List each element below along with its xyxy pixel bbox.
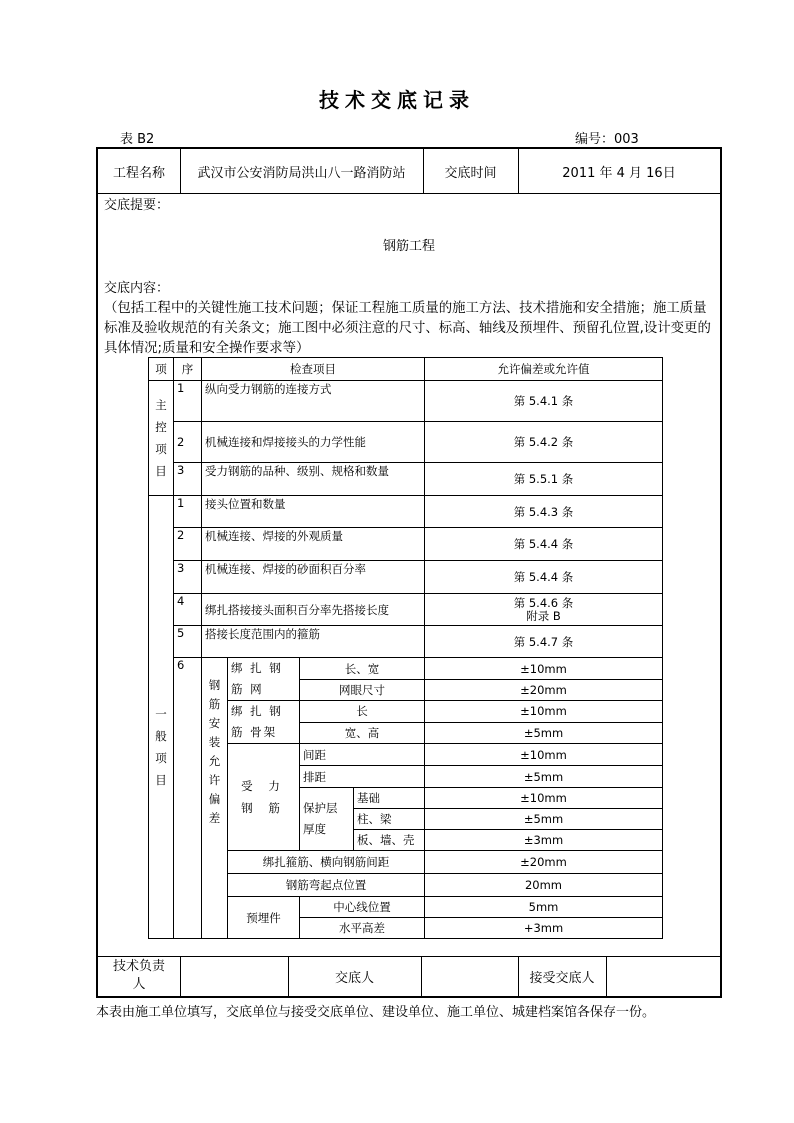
form-code: 表 B2	[120, 132, 155, 147]
disclosure-time-label: 交底时间	[444, 165, 497, 181]
tech-lead-label: 技术负责人	[112, 959, 165, 992]
general-allow-2: 第 5.4.4 条	[425, 528, 663, 561]
cover-foundation: 基础	[354, 788, 425, 809]
general-item-2: 机械连接、焊接的外观质量	[202, 528, 425, 561]
main-seq-1: 1	[174, 381, 202, 422]
cage-width-height-value: ±5mm	[425, 722, 663, 744]
project-name-value: 武汉市公安消防局洪山八一路消防站	[197, 165, 406, 181]
main-allow-1: 第 5.4.1 条	[425, 381, 663, 422]
main-allow-3: 第 5.5.1 条	[425, 463, 663, 496]
general-seq-6: 6	[174, 658, 202, 939]
summary-label: 交底提要：	[104, 198, 170, 213]
mesh-length: 长、宽	[300, 658, 425, 680]
rebar-install-allowance-label: 钢 筋 安 装 允 许 偏 差	[202, 658, 228, 939]
general-allow-5: 第 5.4.7 条	[425, 626, 663, 658]
mesh-hole-value: ±20mm	[425, 680, 663, 701]
embed-centerline-value: 5mm	[425, 897, 663, 918]
cover-column-beam: 柱、梁	[354, 809, 425, 830]
cage-width-height: 宽、高	[300, 722, 425, 744]
stirrup-spacing: 绑扎箍筋、横向钢筋间距	[228, 851, 425, 874]
main-item-3: 受力钢筋的品种、级别、规格和数量	[202, 463, 425, 496]
force-rebar-label: 受 力 钢 筋	[228, 744, 300, 851]
cover-thickness-label: 保护层 厚度	[300, 788, 354, 851]
row-distance: 排距	[300, 766, 425, 788]
bend-point: 钢筋弯起点位置	[228, 874, 425, 897]
cover-column-beam-value: ±5mm	[425, 809, 663, 830]
spacing-value: ±10mm	[425, 744, 663, 766]
project-name-label: 工程名称	[112, 165, 165, 181]
general-group: 一 般 项 目	[149, 496, 174, 939]
header-seq: 序	[174, 358, 202, 381]
general-item-4: 绑扎搭接接头面积百分率先搭接长度	[202, 594, 425, 626]
divider	[98, 193, 720, 194]
serial-number: 编号：003	[575, 132, 639, 147]
main-item-1: 纵向受力钢筋的连接方式	[202, 381, 425, 422]
general-seq-5: 5	[174, 626, 202, 658]
mesh-length-value: ±10mm	[425, 658, 663, 680]
cage-label: 绑 扎 钢 筋 骨架	[228, 701, 300, 744]
cover-slab-wall-value: ±3mm	[425, 830, 663, 851]
receiver-label: 接受交底人	[529, 970, 595, 986]
general-allow-4: 第 5.4.6 条 附录 B	[425, 594, 663, 626]
embedded-parts-label: 预埋件	[228, 897, 300, 939]
receiver-signature[interactable]	[606, 956, 720, 996]
cover-slab-wall: 板、墙、壳	[354, 830, 425, 851]
general-item-1: 接头位置和数量	[202, 496, 425, 528]
discloser-label: 交底人	[334, 970, 374, 986]
general-allow-1: 第 5.4.3 条	[425, 496, 663, 528]
main-seq-2: 2	[174, 422, 202, 463]
general-allow-3: 第 5.4.4 条	[425, 561, 663, 594]
general-seq-4: 4	[174, 594, 202, 626]
embed-level-value: +3mm	[425, 918, 663, 939]
header-check-item: 检查项目	[202, 358, 425, 381]
bend-point-value: 20mm	[425, 874, 663, 897]
tech-lead-signature[interactable]	[180, 956, 288, 996]
general-seq-2: 2	[174, 528, 202, 561]
general-seq-3: 3	[174, 561, 202, 594]
row-distance-value: ±5mm	[425, 766, 663, 788]
content-label: 交底内容：	[104, 281, 170, 296]
cover-foundation-value: ±10mm	[425, 788, 663, 809]
embed-level: 水平高差	[300, 918, 425, 939]
discloser-signature[interactable]	[421, 956, 518, 996]
stirrup-spacing-value: ±20mm	[425, 851, 663, 874]
mesh-label: 绑 扎 钢 筋 网	[228, 658, 300, 701]
document-title: 技术交底记录	[319, 88, 475, 112]
general-item-3: 机械连接、焊接的砂面积百分率	[202, 561, 425, 594]
inspection-table	[148, 357, 663, 939]
general-item-5: 搭接长度范围内的箍筋	[202, 626, 425, 658]
disclosure-time-value: 2011 年 4 月 16日	[562, 165, 676, 181]
main-allow-2: 第 5.4.2 条	[425, 422, 663, 463]
spacing: 间距	[300, 744, 425, 766]
cage-length-value: ±10mm	[425, 701, 663, 723]
summary-value: 钢筋工程	[382, 239, 435, 254]
general-seq-1: 1	[174, 496, 202, 528]
main-seq-3: 3	[174, 463, 202, 496]
footnote: 本表由施工单位填写，交底单位与接受交底单位、建设单位、施工单位、城建档案馆各保存一份。	[96, 1005, 656, 1020]
header-item: 项	[149, 358, 174, 381]
main-item-2: 机械连接和焊接接头的力学性能	[202, 422, 425, 463]
embed-centerline: 中心线位置	[300, 897, 425, 918]
main-control-group: 主 控 项 目	[149, 381, 174, 496]
cage-length: 长	[300, 701, 425, 723]
content-description: （包括工程中的关键性施工技术问题；保证工程施工质量的施工方法、技术措施和安全措施；施工质量标准及验收规范的有关条文；施工图中必须注意的尺寸、标高、轴线及预埋件、预留孔位置,设计变更的具体情况;质量和安全操作要求等）	[104, 301, 711, 356]
mesh-hole: 网眼尺寸	[300, 680, 425, 701]
header-allowance: 允许偏差或允许值	[425, 358, 663, 381]
